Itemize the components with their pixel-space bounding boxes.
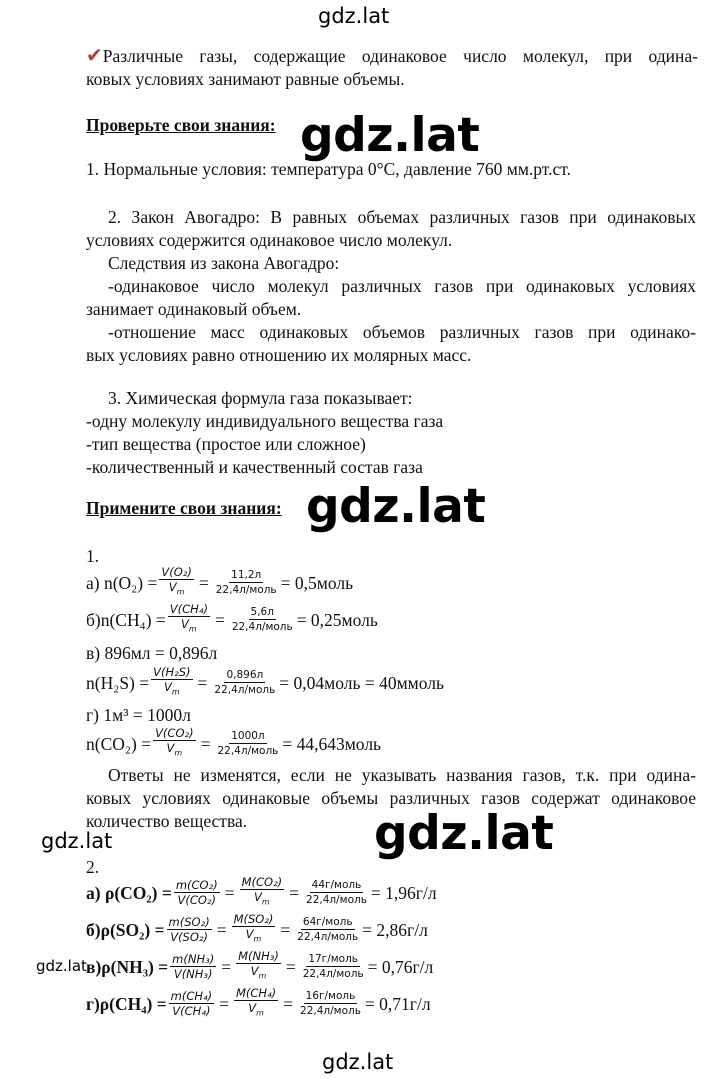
heading-check-knowledge: Проверьте свои знания:: [86, 115, 276, 135]
watermark-top: gdz.lat: [318, 4, 390, 28]
note-line-2: ковых условиях одинаковые объемы различных газов содержат одинаковое: [86, 788, 696, 808]
watermark-left-2: gdz.lat: [36, 957, 87, 975]
task1-number: 1.: [86, 546, 100, 566]
note-line-3: количество вещества.: [86, 811, 248, 831]
task2-number: 2.: [86, 857, 100, 877]
note-line-1: Ответы не изменятся, если не указывать названия газов, т.к. при одина-: [108, 765, 696, 785]
density-a: а) ρ(CO₂) = $\frac{\text{m(CO₂)}}{\text{V(CO₂)}}$ = $\frac{\text{M(CO₂)}}{V_m}$ = $\frac{\text{44г/моль}}{\text{22,4л/моль}}$ = 1,96г/л: [86, 875, 437, 907]
check-q3-line-4: -количественный и качественный состав газа: [86, 457, 423, 477]
heading-apply-knowledge: Примените свои знания:: [86, 498, 282, 518]
intro-line-1: ✔Различные газы, содержащие одинаковое число молекул, при одина-: [86, 45, 698, 67]
watermark-bottom: gdz.lat: [322, 1050, 394, 1074]
check-q2-line-1: 2. Закон Авогадро: В равных объемах различных газов при одинаковых: [108, 207, 696, 227]
check-q2-line-5: занимает одинаковый объем.: [86, 299, 302, 319]
equation-c-conversion: в) 896мл = 0,896л: [86, 643, 218, 663]
watermark-large-2: gdz.lat: [306, 479, 486, 534]
density-b: б)ρ(SO₂) = $\frac{\text{m(SO₂)}}{\text{V(SO₂)}}$ = $\frac{\text{M(SO₂)}}{V_m}$ = $\frac{\text{64г/моль}}{\text{22,4л/моль}}$ = 2,86г/л: [86, 912, 428, 944]
check-q3-line-3: -тип вещества (простое или сложное): [86, 434, 366, 454]
check-q3-line-1: 3. Химическая формула газа показывает:: [108, 388, 413, 408]
equation-d: n(CO₂) = $\frac{\text{V(CO₂)}}{V_m}$ = $\frac{1000л}{\text{22,4л/моль}}$ = 44,643моль: [86, 726, 382, 758]
watermark-left-1: gdz.lat: [41, 829, 113, 853]
check-q2-line-7: вых условиях равно отношению их молярных масс.: [86, 345, 472, 365]
intro-line-2: ковых условиях занимают равные объемы.: [86, 69, 405, 89]
check-q2-line-2: условиях содержится одинаковое число молекул.: [86, 230, 453, 250]
equation-b: б)n(CH₄) = $\frac{\text{V(CH₄)}}{V_m}$ = $\frac{5,6л}{\text{22,4л/моль}}$ = 0,25моль: [86, 602, 378, 634]
equation-d-conversion: г) 1м³ = 1000л: [86, 705, 191, 725]
check-q2-line-3: Следствия из закона Авогадро:: [108, 253, 340, 273]
equation-a: а) n(O₂) = $\frac{\text{V(O₂)}}{V_m}$ = $\frac{11,2л}{\text{22,4л/моль}}$ = 0,5моль: [86, 565, 354, 597]
watermark-large-1: gdz.lat: [300, 108, 480, 163]
check-mark-icon: ✔: [86, 45, 103, 67]
density-d: г)ρ(CH₄) = $\frac{\text{m(CH₄)}}{\text{V(CH₄)}}$ = $\frac{\text{M(CH₄)}}{V_m}$ = $\frac{\text{16г/моль}}{\text{22,4л/моль}}$ = 0,71г/л: [86, 986, 431, 1018]
watermark-large-3: gdz.lat: [374, 806, 554, 861]
check-q2-line-6: -отношение масс одинаковых объемов различных газов при одинако-: [108, 322, 696, 342]
equation-c: n(H₂S) = $\frac{\text{V(H₂S)}}{V_m}$ = $\frac{0,896л}{\text{22,4л/моль}}$ = 0,04моль = 40ммоль: [86, 665, 444, 697]
density-c: в)ρ(NH₃) = $\frac{\text{m(NH₃)}}{\text{V(NH₃)}}$ = $\frac{\text{M(NH₃)}}{V_m}$ = $\frac{\text{17г/моль}}{\text{22,4л/моль}}$ = 0,76г/л: [86, 949, 434, 981]
check-q3-line-2: -одну молекулу индивидуального вещества газа: [86, 411, 444, 431]
check-q2-line-4: -одинаковое число молекул различных газов при одинаковых условиях: [108, 276, 696, 296]
check-q1: 1. Нормальные условия: температура 0°C, давление 760 мм.рт.ст.: [86, 159, 571, 179]
